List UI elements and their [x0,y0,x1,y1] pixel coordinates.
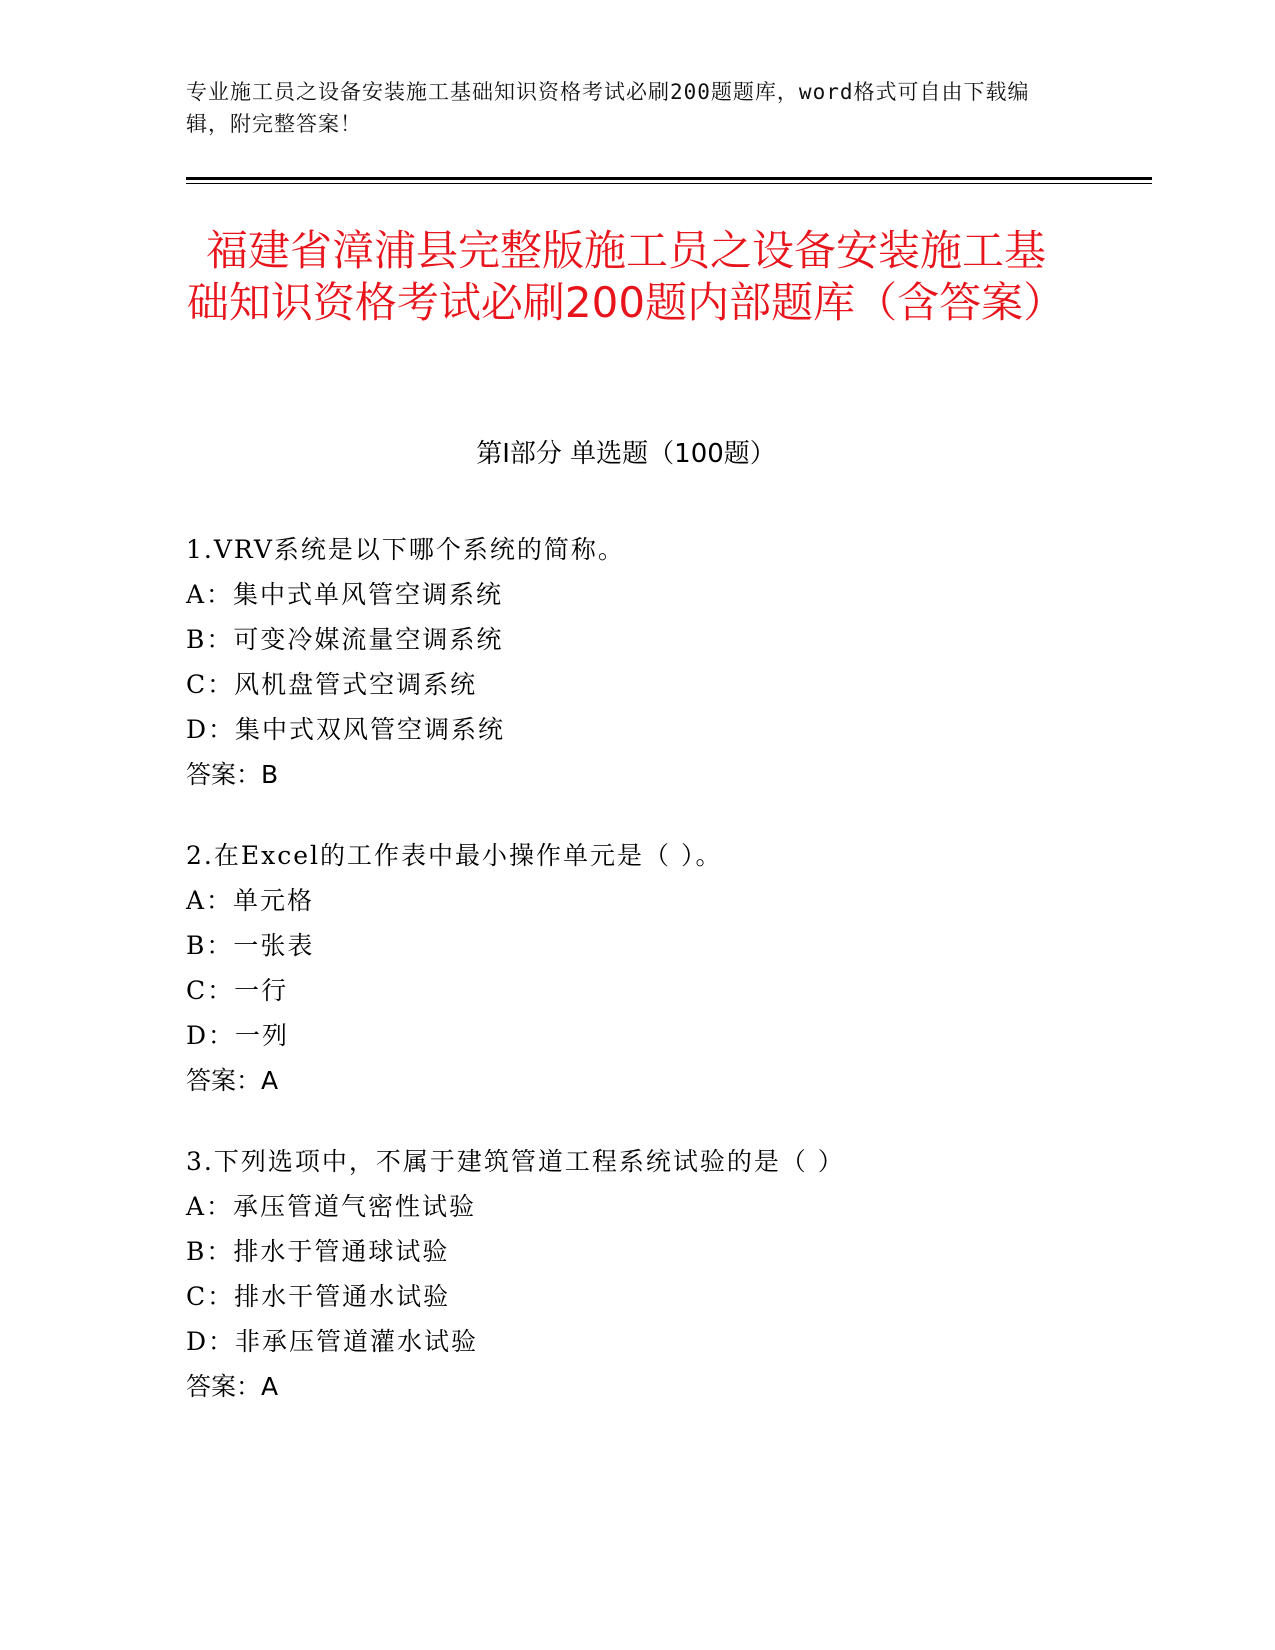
answer-line: 答案：A [186,1372,279,1401]
question-3 [186,1139,1126,1409]
question-2 [186,833,1126,1103]
header-rule-thick [186,177,1152,180]
document-title: 福建省漳浦县完整版施工员之设备安装施工基础知识资格考试必刷200题内部题库（含答案） [186,226,1066,327]
question-1 [186,527,1126,797]
question-stem: 2.在Excel的工作表中最小操作单元是（ ）。 [186,841,723,870]
option-c: C：一行 [186,976,289,1005]
option-a: A：集中式单风管空调系统 [186,580,504,609]
question-list [186,527,1126,1445]
option-c: C：风机盘管式空调系统 [186,670,478,699]
option-a: A：单元格 [186,886,315,915]
option-c: C：排水干管通水试验 [186,1282,451,1311]
option-b: B：可变冷媒流量空调系统 [186,625,504,654]
answer-line: 答案：A [186,1066,279,1095]
option-b: B：排水于管通球试验 [186,1237,450,1266]
option-d: D：一列 [186,1021,290,1050]
option-a: A：承压管道气密性试验 [186,1192,477,1221]
question-stem: 3.下列选项中，不属于建筑管道工程系统试验的是（ ） [186,1147,845,1176]
option-d: D：非承压管道灌水试验 [186,1327,479,1356]
option-b: B：一张表 [186,931,315,960]
option-d: D：集中式双风管空调系统 [186,715,506,744]
header-note: 专业施工员之设备安装施工基础知识资格考试必刷200题题库，word格式可自由下载编辑，附完整答案！ [186,80,1030,136]
header-rule-thin [186,183,1152,184]
section-heading: 第I部分 单选题（100题） [476,439,776,469]
answer-line: 答案：B [186,760,279,789]
question-stem: 1.VRV系统是以下哪个系统的简称。 [186,535,625,564]
